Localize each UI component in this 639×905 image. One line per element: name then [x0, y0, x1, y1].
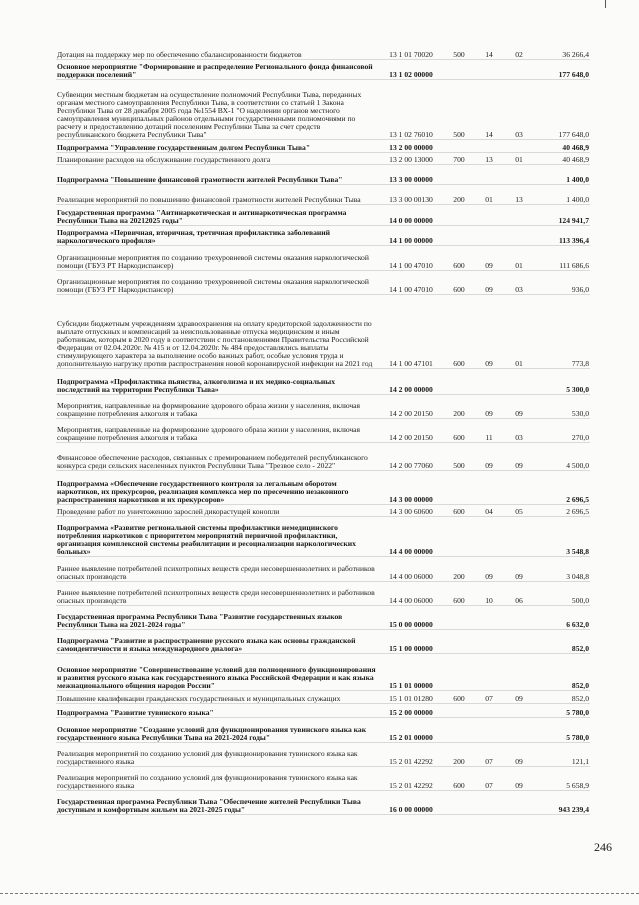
table-row [56, 164, 590, 184]
code-cell: 15 2 01 00000 [389, 732, 433, 742]
code-cell: 14 2 00 77060 [389, 460, 433, 470]
rz-cell: 09 [485, 571, 493, 581]
vr-cell: 200 [453, 194, 465, 204]
table-row [56, 184, 590, 204]
table-row [56, 204, 590, 225]
pr-cell: 13 [515, 194, 523, 204]
code-cell: 14 4 00 06000 [389, 571, 433, 581]
vr-cell: 200 [453, 756, 465, 766]
sum-cell: 2 696,5 [566, 494, 589, 504]
table-row [56, 581, 590, 605]
vr-cell [444, 225, 474, 245]
code-cell: 15 2 01 42292 [389, 756, 433, 766]
code-cell: 14 1 00 00000 [389, 235, 433, 245]
sum-cell: 5 658,9 [566, 780, 589, 790]
vr-cell: 500 [453, 129, 465, 139]
vr-cell: 200 [453, 408, 465, 418]
name-cell: Подпрограмма «Профилактика пьянства, алкоголизма и их медико-социальных последствий на территории Республики Тыва» [57, 376, 336, 394]
table-row [56, 46, 590, 59]
sum-cell: 40 468,9 [562, 154, 589, 164]
table-row [56, 368, 590, 394]
pr-cell [504, 59, 534, 79]
rz-cell [474, 59, 504, 79]
name-cell: Подпрограмма «Первичная, вторичная, третичная профилактика заболеваний наркологического профиля» [57, 227, 331, 245]
name-cell: Реализация мероприятий по повышению финансовой грамотности жителей Республики Тыва [57, 194, 361, 204]
rz-cell [474, 225, 504, 245]
name-cell: Подпрограмма «Развитие региональной системы профилактики немедицинского потребления наркотиков с приоритетом мероприятий первичной профилактики, организация комплексной системы реабилитации и ресоциализации наркологических больных» [57, 522, 356, 556]
table-row [56, 742, 590, 766]
rz-cell: 11 [485, 432, 493, 442]
rz-cell: 01 [485, 194, 493, 204]
table-row [56, 270, 590, 294]
code-cell: 15 1 01 00000 [389, 680, 433, 690]
name-cell: Реализация мероприятий по созданию условий для функционирования тувинского языка как государственного языка [57, 772, 358, 790]
vr-cell: 600 [453, 432, 465, 442]
code-cell: 15 2 01 42292 [389, 780, 433, 790]
code-cell: 15 1 00 00000 [389, 643, 433, 653]
table-row [56, 394, 590, 418]
sum-cell: 4 500,0 [566, 460, 589, 470]
pr-cell [504, 516, 534, 556]
table-row [56, 629, 590, 653]
sum-cell: 852,0 [571, 643, 589, 653]
table-row [56, 139, 590, 152]
sum-cell: 1 400,0 [566, 194, 589, 204]
rz-cell: 10 [485, 595, 493, 605]
pr-cell: 09 [515, 408, 523, 418]
sum-cell: 5 300,0 [566, 384, 589, 394]
vr-cell [444, 629, 474, 653]
code-cell: 14 1 00 47101 [389, 358, 433, 368]
pr-cell: 02 [515, 49, 523, 59]
rz-cell [474, 368, 504, 394]
rz-cell [474, 717, 504, 742]
name-cell: Подпрограмма "Развитие и распространение русского языка как основы гражданской самоидентичности и языка международного диалога» [57, 635, 356, 653]
name-cell: Мероприятия, направленные на формирование здорового образа жизни у населения, включая сокращение потребления алкоголя и табака [57, 400, 361, 418]
table-row [56, 225, 590, 245]
name-cell: Раннее выявление потребителей психотропных веществ среди несовершеннолетних и работников опасных производств [57, 563, 375, 581]
code-cell: 14 4 00 06000 [389, 595, 433, 605]
code-cell: 14 0 00 00000 [389, 215, 433, 225]
name-cell: Раннее выявление потребителей психотропных веществ среди несовершеннолетних и работников опасных производств [57, 587, 375, 605]
pr-cell: 09 [515, 756, 523, 766]
pr-cell: 01 [515, 358, 523, 368]
vr-cell [444, 164, 474, 184]
sum-cell: 270,0 [571, 432, 589, 442]
name-cell: Финансовое обеспечение расходов, связанных с премированием победителей республиканского конкурса среди сельских населенных пунктов Республики Тыва "Трезвое село - 2022" [57, 452, 368, 470]
sum-cell: 1 400,0 [566, 174, 589, 184]
rz-cell [474, 164, 504, 184]
vr-cell [444, 516, 474, 556]
sum-cell: 40 468,9 [562, 142, 589, 152]
pr-cell [504, 204, 534, 225]
sum-cell: 2 696,5 [566, 506, 589, 516]
rz-cell: 13 [485, 154, 493, 164]
table-row [56, 59, 590, 79]
table-row [56, 470, 590, 504]
rz-cell: 14 [485, 129, 493, 139]
sum-cell: 943 239,4 [558, 804, 589, 814]
name-cell: Подпрограмма "Повышение финансовой грамотности жителей Республики Тыва" [57, 174, 343, 184]
vr-cell [444, 139, 474, 152]
vr-cell [444, 703, 474, 717]
rz-cell [474, 605, 504, 629]
name-cell: Проведение работ по уничтожению зарослей дикорастущей конопли [57, 506, 280, 516]
sum-cell: 36 266,4 [562, 49, 589, 59]
rz-cell [474, 790, 504, 814]
vr-cell: 600 [453, 358, 465, 368]
pr-cell: 03 [515, 284, 523, 294]
name-cell: Государственная программа "Антинаркотическая и антинаркотическая программа Республики Тыва на 20212025 годы" [57, 207, 347, 225]
pr-cell [504, 703, 534, 717]
table-row [56, 516, 590, 556]
code-cell: 14 2 00 20150 [389, 432, 433, 442]
name-cell: Подпрограмма "Управление государственным долгом Республики Тыва" [57, 142, 311, 152]
pr-cell [504, 717, 534, 742]
vr-cell: 600 [453, 506, 465, 516]
code-cell: 13 1 01 70020 [389, 49, 433, 59]
vr-cell [444, 605, 474, 629]
pr-cell: 09 [515, 571, 523, 581]
sum-cell: 5 780,0 [566, 707, 589, 717]
rz-cell [474, 629, 504, 653]
sum-cell: 3 548,8 [566, 546, 589, 556]
rz-cell: 09 [485, 358, 493, 368]
code-cell: 15 0 00 00000 [389, 619, 433, 629]
table-row [56, 442, 590, 470]
rz-cell: 09 [485, 460, 493, 470]
vr-cell: 600 [453, 595, 465, 605]
code-cell: 13 2 00 00000 [389, 142, 433, 152]
name-cell: Основное мероприятие "Совершенствование условий для полноценного функционирования и развития русского языка как государственного языка Российской Федерации и как языка межнационального общения народов России" [57, 664, 376, 690]
sum-cell: 124 941,7 [558, 215, 589, 225]
pr-cell [504, 629, 534, 653]
pr-cell [504, 368, 534, 394]
name-cell: Мероприятия, направленные на формирование здорового образа жизни у населения, включая сокращение потребления алкоголя и табака [57, 424, 361, 442]
rz-cell: 09 [485, 284, 493, 294]
rz-cell: 04 [485, 506, 493, 516]
sum-cell: 6 632,0 [566, 619, 589, 629]
pr-cell: 03 [515, 432, 523, 442]
name-cell: Повышение квалификации гражданских государственных и муниципальных служащих [57, 693, 341, 703]
code-cell: 14 3 00 60600 [389, 506, 433, 516]
vr-cell: 500 [453, 49, 465, 59]
table-row [56, 294, 590, 368]
code-cell: 14 3 00 00000 [389, 494, 433, 504]
sum-cell: 5 780,0 [566, 732, 589, 742]
pr-cell [504, 653, 534, 690]
vr-cell [444, 368, 474, 394]
code-cell: 15 1 01 01280 [389, 693, 433, 703]
table-row [56, 717, 590, 742]
sum-cell: 530,0 [571, 408, 589, 418]
pr-cell [504, 470, 534, 504]
sum-cell: 936,0 [571, 284, 589, 294]
vr-cell: 600 [453, 780, 465, 790]
rz-cell: 09 [485, 408, 493, 418]
name-cell: Организационные мероприятия по созданию трехуровневой системы оказания наркологической помощи (ГБУЗ РТ Наркодиспансер) [57, 276, 369, 294]
code-cell: 16 0 00 00000 [389, 804, 433, 814]
pr-cell [504, 225, 534, 245]
table-row [56, 504, 590, 516]
footer-rule [0, 893, 639, 894]
pr-cell [504, 139, 534, 152]
name-cell: Подпрограмма "Развитие тувинского языка" [57, 707, 214, 717]
scan-edge-mark [605, 0, 606, 8]
vr-cell [444, 790, 474, 814]
pr-cell: 01 [515, 154, 523, 164]
pr-cell [504, 164, 534, 184]
code-cell: 14 2 00 20150 [389, 408, 433, 418]
pr-cell [504, 605, 534, 629]
name-cell: Планирование расходов на обслуживание государственного долга [57, 154, 271, 164]
vr-cell: 600 [453, 693, 465, 703]
name-cell: Реализация мероприятий по созданию условий для функционирования тувинского языка как государственного языка [57, 748, 358, 766]
code-cell: 14 2 00 00000 [389, 384, 433, 394]
name-cell: Субвенции местным бюджетам на осуществление полномочий Республики Тыва, переданных органам местного самоуправления Республики Тыва, в соответствии со статьей 1 Закона Республики Тыва от 28 декабря 2005 года №1554 ВХ-1 "О наделении органов местного самоуправления муниципальных районов отдельными государственными полномочиями по расчету и предоставлению дотаций поселениям Республики Тыва за счет средств республиканского бюджета Республики Тыва" [57, 90, 362, 139]
name-cell: Государственная программа Республики Тыва "Развитие государственных языков Республики Тыва на 2021-2024 годы" [57, 611, 343, 629]
code-cell: 13 1 02 76010 [389, 129, 433, 139]
code-cell: 14 4 00 00000 [389, 546, 433, 556]
pr-cell: 01 [515, 260, 523, 270]
vr-cell [444, 204, 474, 225]
table-row [56, 245, 590, 270]
name-cell: Государственная программа Республики Тыва "Обеспечение жителей Республики Тыва доступным и комфортным жильем на 2021-2025 годы" [57, 796, 361, 814]
sum-cell: 111 686,6 [559, 260, 589, 270]
table-row [56, 556, 590, 581]
vr-cell [444, 717, 474, 742]
name-cell: Основное мероприятие "Создание условий для функционирования тувинского языка как государственного языка Республики Тыва на 2021-2024 годы" [57, 724, 367, 742]
rz-cell [474, 204, 504, 225]
table-row [56, 766, 590, 790]
rz-cell: 07 [485, 756, 493, 766]
sum-cell: 852,0 [571, 680, 589, 690]
sum-cell: 177 648,0 [558, 129, 589, 139]
sum-cell: 113 396,4 [559, 235, 589, 245]
vr-cell: 500 [453, 460, 465, 470]
code-cell: 15 2 00 00000 [389, 707, 433, 717]
budget-table [56, 46, 590, 815]
name-cell: Дотация на поддержку мер по обеспечению сбалансированности бюджетов [57, 49, 302, 59]
code-cell: 13 2 00 13000 [389, 154, 433, 164]
code-cell: 13 3 00 00000 [389, 174, 433, 184]
table-row [56, 653, 590, 690]
pr-cell: 03 [515, 129, 523, 139]
name-cell: Подпрограмма «Обеспечение государственного контроля за легальным оборотом наркотиков, их прекурсоров, реализация комплекса мер по пресечению незаконного распространения наркотиков и их прекурсоров» [57, 478, 349, 504]
vr-cell: 200 [453, 571, 465, 581]
name-cell: Субсидии бюджетным учреждениям здравоохранения на оплату кредиторской задолженности по выплате отпускных и компенсаций за неиспользованные отпуска медицинским и иным работникам, которым в 2020 году в соответствии с постановлениями Правительства Российской Федерации от 02.04.2020г. № 415 и от 12.04.2020г. № 484 предоставлялись выплаты стимулирующего характера за выполнение особо важных работ, особые условия труда и дополнительную нагрузку против распространения новой коронавирусной инфекции на 2021 год [57, 319, 373, 368]
vr-cell [444, 59, 474, 79]
vr-cell [444, 470, 474, 504]
pr-cell: 09 [515, 693, 523, 703]
table-row [56, 418, 590, 442]
vr-cell: 600 [453, 260, 465, 270]
vr-cell: 600 [453, 284, 465, 294]
table-row [56, 79, 590, 139]
code-cell: 14 1 00 47010 [389, 284, 433, 294]
rz-cell: 07 [485, 693, 493, 703]
budget-table-body [56, 46, 590, 814]
sum-cell: 773,8 [571, 358, 589, 368]
pr-cell: 09 [515, 780, 523, 790]
rz-cell [474, 653, 504, 690]
pr-cell: 05 [515, 506, 523, 516]
code-cell: 13 1 02 00000 [389, 69, 433, 79]
code-cell: 14 1 00 47010 [389, 260, 433, 270]
sum-cell: 500,0 [571, 595, 589, 605]
page-number: 246 [594, 840, 612, 854]
rz-cell [474, 470, 504, 504]
sum-cell: 852,0 [571, 693, 589, 703]
rz-cell [474, 516, 504, 556]
rz-cell [474, 139, 504, 152]
table-row [56, 703, 590, 717]
pr-cell: 06 [515, 595, 523, 605]
rz-cell: 09 [485, 260, 493, 270]
pr-cell [504, 790, 534, 814]
sum-cell: 121,1 [571, 756, 589, 766]
table-row [56, 790, 590, 814]
table-row [56, 690, 590, 703]
sum-cell: 177 648,0 [558, 69, 589, 79]
name-cell: Организационные мероприятия по созданию трехуровневой системы оказания наркологической помощи (ГБУЗ РТ Наркодиспансер) [57, 252, 369, 270]
table-row [56, 152, 590, 164]
code-cell: 13 3 00 00130 [389, 194, 433, 204]
rz-cell: 14 [485, 49, 493, 59]
rz-cell: 07 [485, 780, 493, 790]
table-row [56, 605, 590, 629]
name-cell: Основное мероприятие "Формирование и распределение Регионального фонда финансовой поддержки поселений" [57, 61, 373, 79]
rz-cell [474, 703, 504, 717]
vr-cell: 700 [453, 154, 465, 164]
pr-cell: 09 [515, 460, 523, 470]
vr-cell [444, 653, 474, 690]
sum-cell: 3 048,8 [566, 571, 589, 581]
